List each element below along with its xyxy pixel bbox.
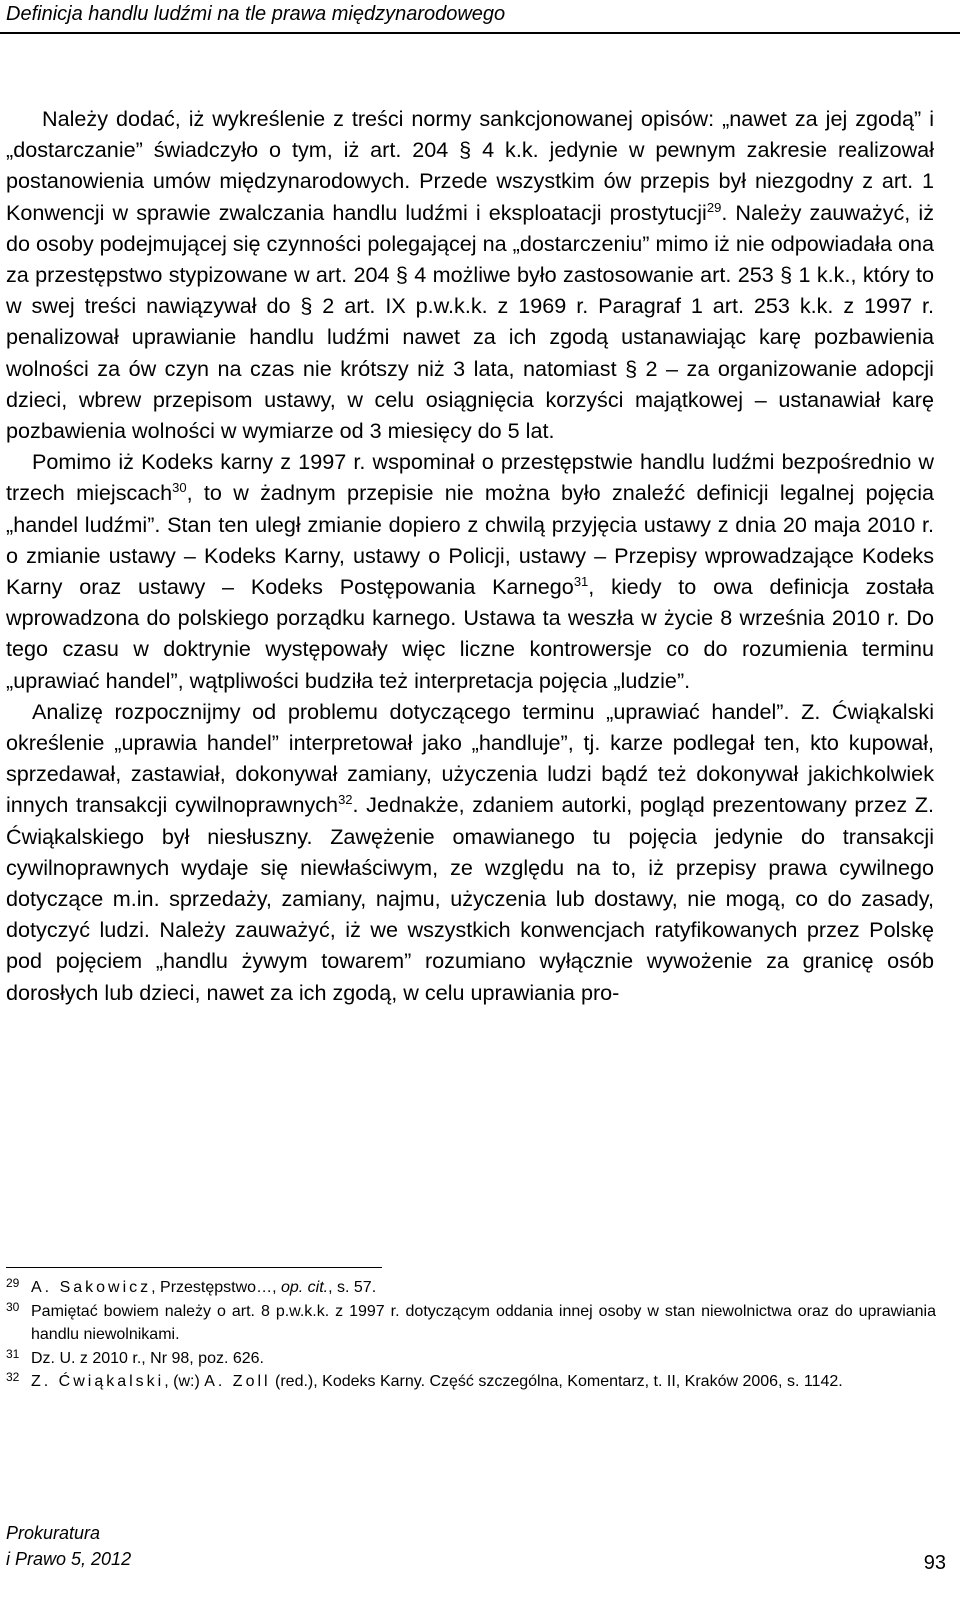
- paragraph-3: [6, 696, 934, 1008]
- paragraph-3-text-a: Analizę rozpocznijmy od problemu dotyczącego terminu „uprawiać handel”. Z. Ćwiąkalski określenie „uprawia handel” interpretował jako „handluje”, tj. karze podlegał ten, kto kupował, sprzedawał, zastawiał, dokonywał zamiany, użyczenia ludzi bądź też dokonywał jakichkolwiek innych transakcji cywilnoprawnych: [6, 698, 934, 818]
- footnote-31: [6, 1347, 936, 1371]
- footnote-text: , Przestępstwo…,: [151, 1279, 281, 1296]
- footnote-text: , (w:): [164, 1373, 205, 1390]
- paragraph-2-text-b: , to w żadnym przepisie nie można było znaleźć definicji legalnej pojęcia „handel ludźmi”. Stan ten uległ zmianie dopiero z chwilą przyjęcia ustawy z dnia 20 maja 2010 r. o zmianie ustawy – Kodeks Karny, ustawy o Policji, ustawy – Przepisy wprowadzające Kodeks Karny oraz ustawy – Kodeks Postępowania Karnego: [6, 480, 934, 600]
- journal-footer: [6, 1520, 131, 1572]
- footnote-ref-31[interactable]: 31: [573, 573, 589, 589]
- running-header: [0, 0, 960, 34]
- footnotes: [6, 1276, 936, 1394]
- footnote-30: [6, 1300, 936, 1347]
- footnote-ref-30[interactable]: 30: [172, 480, 187, 496]
- footnote-text: Dz. U. z 2010 r., Nr 98, poz. 626.: [31, 1349, 264, 1367]
- footnote-number: 31: [6, 1346, 20, 1361]
- footnote-text-end: (red.), Kodeks Karny. Część szczególna, Komentarz, t. II, Kraków 2006, s. 1142.: [270, 1373, 843, 1390]
- paragraph-1: [6, 103, 934, 446]
- footnote-29: [6, 1276, 936, 1300]
- footnote-text-end: , s. 57.: [328, 1279, 377, 1296]
- journal-name: Prokuratura: [6, 1523, 101, 1543]
- footnote-number: 29: [6, 1276, 20, 1290]
- running-header-title: Definicja handlu ludźmi na tle prawa międzynarodowego: [6, 3, 506, 25]
- footnote-number: 30: [6, 1299, 20, 1314]
- footnote-32: [6, 1370, 936, 1394]
- page-number: 93: [923, 1552, 946, 1574]
- paragraph-2-text-a: Pomimo iż Kodeks karny z 1997 r. wspominał o przestępstwie handlu ludźmi bezpośrednio w trzech miejscach: [6, 449, 934, 506]
- main-text: [6, 103, 934, 1008]
- footnote-author: Z. Ćwiąkalski: [31, 1373, 165, 1390]
- footnote-ref-32[interactable]: 32: [338, 792, 353, 808]
- paragraph-1-text-b: . Należy zauważyć, iż do osoby podejmującej się czynności polegającej na „dostarczeniu” mimo iż nie odpowiadała ona za przestępstwo stypizowane w art. 204 § 4 możliwe było zastosowanie art. 253 § 1 k.k., który to w swej treści nawiązywał do § 2 art. IX p.w.k.k. z 1969 r. Paragraf 1 art. 253 k.k. z 1997 r. penalizował uprawianie handlu ludźmi nawet za ich zgodą ustanawiając karę pozbawienia wolności za ów czyn na czas nie krótszy niż 3 lata, natomiast § 2 – za organizowanie adopcji dzieci, wbrew przepisom ustawy, w celu osiągnięcia korzyści majątkowej – ustanawiał karę pozbawienia wolności w wymiarze od 3 miesięcy do 5 lat.: [6, 199, 934, 444]
- footnote-separator: [6, 1267, 382, 1268]
- footnote-text: Pamiętać bowiem należy o art. 8 p.w.k.k. z 1997 r. dotyczącym oddania innej osoby w stan niewolnictwa oraz do uprawiania handlu niewolnikami.: [31, 1302, 936, 1343]
- paragraph-2: [6, 446, 934, 696]
- paragraph-2-text-c: , kiedy to owa definicja została wprowadzona do polskiego porządku karnego. Ustawa ta weszła w życie 8 września 2010 r. Do tego czasu w doktrynie występowały więc liczne kontrowersje co do rozumienia terminu „uprawiać handel”, wątpliwości budziła też interpretacja pojęcia „ludzie”.: [6, 574, 934, 693]
- footnote-italic: op. cit.: [280, 1279, 329, 1296]
- footnote-number: 32: [6, 1370, 20, 1384]
- journal-issue: i Prawo 5, 2012: [6, 1549, 132, 1569]
- footnote-editor: A. Zoll: [204, 1373, 271, 1390]
- footnote-ref-29[interactable]: 29: [706, 199, 722, 215]
- paragraph-1-text-a: Należy dodać, iż wykreślenie z treści normy sankcjonowanej opisów: „nawet za jej zgodą” i „dostarczanie” świadczyło o tym, iż art. 204 § 4 k.k. jedynie w pewnym zakresie realizował postanowienia umów międzynarodowych. Przede wszystkim ów przepis był niezgodny z art. 1 Konwencji w sprawie zwalczania handlu ludźmi i eksploatacji prostytucji: [6, 106, 934, 225]
- paragraph-3-text-b: . Jednakże, zdaniem autorki, pogląd prezentowany przez Z. Ćwiąkalskiego był niesłuszny. Zawężenie omawianego tu pojęcia jedynie do transakcji cywilnoprawnych wydaje się niewłaściwym, ze względu na to, iż przepisy prawa cywilnego dotyczące m.in. sprzedaży, zamiany, najmu, użyczenia lub dostawy, nie mogą, co do zasady, dotyczyć ludzi. Należy zauważyć, iż we wszystkich konwencjach ratyfikowanych przez Polskę pod pojęciem „handlu żywym towarem” rozumiano wyłącznie wywożenie za granicę osób dorosłych lub dzieci, nawet za ich zgodą, w celu uprawiania pro-: [6, 792, 934, 1005]
- footnote-author: A. Sakowicz: [31, 1279, 152, 1296]
